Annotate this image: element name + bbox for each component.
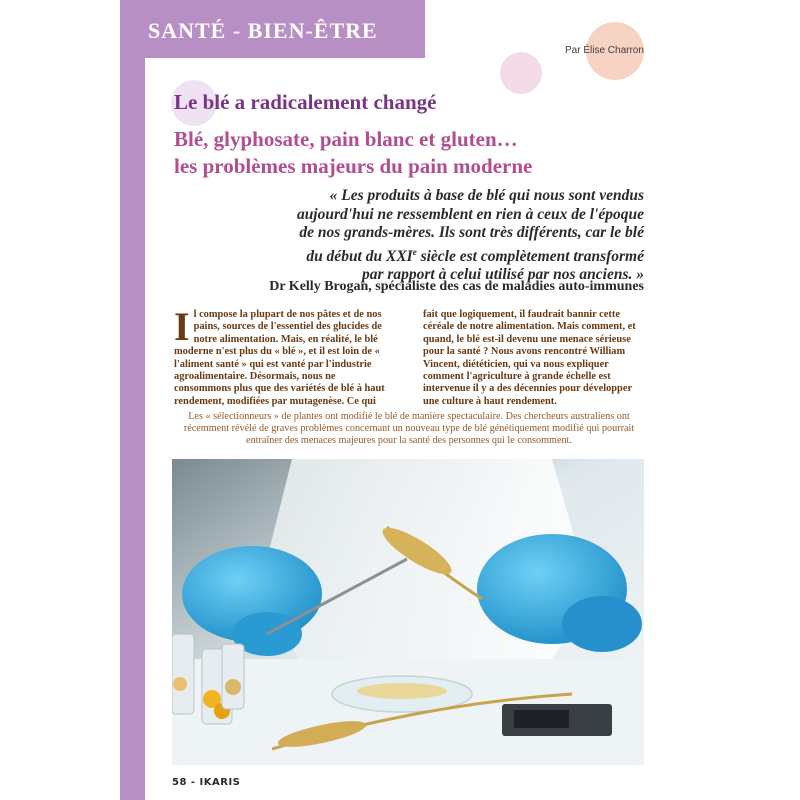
- drop-cap: I: [174, 304, 190, 349]
- body-column-right: fait que logiquement, il faudrait bannir cette céréale de notre alimentation. Mais comment, et quand, le blé est-il devenu une menace sérieuse pour la santé ? Nous avons rencontré William Vincent, diététicien, qui va nous expliquer comment l'agriculture à grande échelle est intervenue il y a des décennies pour développer une culture à haut rendement.: [423, 309, 636, 407]
- quote-line: aujourd'hui ne ressemblent en rien à ceux de l'époque: [296, 205, 644, 223]
- section-title: SANTÉ - BIEN-ÊTRE: [148, 18, 378, 43]
- quote-line: « Les produits à base de blé qui nous sont vendus: [329, 187, 644, 204]
- page-footer: 58 - IKARIS: [172, 777, 241, 788]
- page-margin: [0, 0, 120, 800]
- century-superscript: e: [412, 246, 417, 257]
- quote-text: siècle est complètement transformé: [416, 247, 644, 265]
- quote-text: du début du XXI: [306, 247, 413, 265]
- quote-line: par rapport à celui utilisé par nos anciens. »: [361, 266, 644, 284]
- decorative-circle: [500, 52, 542, 94]
- quote-attribution: Dr Kelly Brogan, spécialiste des cas de maladies auto-immunes: [269, 279, 644, 294]
- lab-wheat-photo: [172, 459, 644, 765]
- headline-line: les problèmes majeurs du pain moderne: [174, 154, 533, 178]
- body-column-left: [174, 304, 392, 408]
- article-headline: [174, 126, 644, 180]
- pull-quote: [232, 187, 644, 285]
- body-text: l compose la plupart de nos pâtes et de nos pains, sources de l'essentiel des glucides de notre alimentation. Mais, en réalité, le blé moderne n'est plus du « blé », et il est loin de « l'aliment santé » qui est vanté par l'industrie agroalimentaire. Désormais, nous ne consommons plus que des variétés de blé à haut rendement, modifiées par mutagenèse. Ce qui: [174, 309, 385, 407]
- side-band: [120, 58, 145, 800]
- headline-line: Blé, glyphosate, pain blanc et gluten…: [174, 127, 518, 151]
- author-byline: Par Élise Charron: [565, 45, 644, 56]
- quote-line: de nos grands-mères. Ils sont très différents, car le blé: [299, 224, 644, 241]
- quote-line: [232, 243, 644, 267]
- image-caption: Les « sélectionneurs » de plantes ont modifié le blé de manière spectaculaire. Des chercheurs australiens ont récemment révélé de graves problèmes concernant un nouveau type de blé génétiquement modifié qui pourrait entraîner des menaces majeures pour la santé des personnes qui le consomment.: [183, 411, 635, 447]
- article-kicker: Le blé a radicalement changé: [174, 90, 437, 114]
